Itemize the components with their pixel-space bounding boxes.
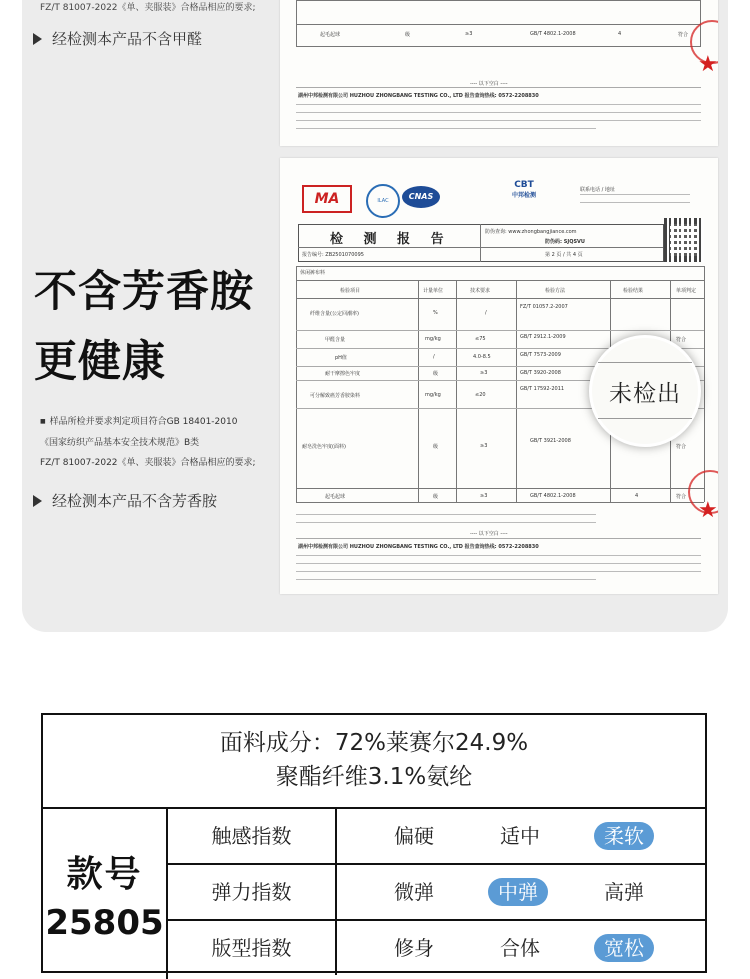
report-page: 第 2 页 / 共 4 页 — [545, 252, 583, 258]
row-wash-method: GB/T 3921-2008 — [530, 438, 571, 444]
row-formaldehyde-verdict: 符合 — [676, 337, 687, 343]
spec-option-selected: 柔软 — [594, 822, 654, 850]
spec-option: 高弹 — [604, 880, 644, 904]
bullet-triangle-icon — [33, 495, 42, 507]
red-star-icon: ★ — [698, 498, 718, 523]
spec-option: 微弹 — [394, 880, 434, 904]
not-detected-text: 未检出 — [609, 380, 681, 407]
sheet1-item: 起毛起球 — [320, 32, 341, 38]
report-title: 检 测 报 告 — [330, 232, 452, 247]
row-pilling-verdict: 符合 — [676, 494, 687, 500]
composition-line-2: 聚酯纤维3.1%氨纶 — [275, 764, 473, 790]
row-wash-unit: 级 — [433, 444, 439, 450]
cbt-logo-text: CBT — [514, 180, 534, 190]
spec-row-stretch — [168, 865, 705, 919]
standard-note-2: 《国家纺织产品基本安全技术规范》B类 — [40, 438, 200, 448]
cbt-logo-sub: 中邦检测 — [511, 192, 536, 199]
row-amine-item: 可分解致癌芳香胺染料 — [310, 393, 361, 399]
row-formaldehyde-unit: mg/kg — [425, 336, 441, 342]
amine-text: 经检测本产品不含芳香胺 — [52, 492, 218, 510]
ilac-mra-logo: ILAC — [366, 184, 400, 218]
row-pilling-unit: 级 — [433, 494, 439, 500]
row-pilling-req: ≥3 — [480, 493, 488, 499]
row-rub-req: ≥3 — [480, 370, 488, 376]
spec-row-touch — [168, 809, 705, 863]
sheet1-req: ≥3 — [465, 31, 473, 37]
spec-row-fit — [168, 921, 705, 975]
spec-row-label: 触感指数 — [168, 809, 337, 863]
row-amine-req: ≤20 — [475, 392, 486, 398]
cma-logo: MA — [302, 185, 352, 213]
spec-option: 合体 — [500, 936, 540, 960]
model-number-cell — [43, 809, 168, 979]
formaldehyde-bullet — [33, 28, 202, 49]
anti-fake-code: 防伪码: SJQSVU — [545, 239, 585, 245]
spec-option-selected: 宽松 — [594, 934, 654, 962]
spec-row-label: 弹力指数 — [168, 865, 337, 919]
col-result: 检验结果 — [623, 288, 644, 294]
row-rub-unit: 级 — [433, 371, 439, 377]
spec-option: 偏硬 — [394, 824, 434, 848]
qr-code-icon — [664, 218, 704, 262]
composition-line-1: 面料成分：72%莱赛尔24.9% — [219, 730, 529, 756]
col-verdict: 单项判定 — [676, 288, 697, 294]
row-wash-verdict: 符合 — [676, 444, 687, 450]
row-formaldehyde-req: ≤75 — [475, 336, 486, 342]
sheet1-unit: 级 — [405, 32, 411, 38]
sheet1-verdict: 符合 — [678, 32, 689, 38]
col-item: 检验项目 — [340, 288, 361, 294]
row-amine-unit: mg/kg — [425, 392, 441, 398]
amine-bullet — [33, 490, 217, 511]
fabric-spec-table — [41, 713, 707, 973]
row-wash-req: ≥3 — [480, 443, 488, 449]
model-label: 款号 — [66, 854, 143, 895]
cbt-logo — [504, 180, 544, 210]
sheet1-footer: ---- 以下空白 ---- — [470, 81, 508, 87]
spec-option: 适中 — [500, 824, 540, 848]
standard-note-top: FZ/T 81007-2022《单、夹服装》合格品相应的要求; — [40, 3, 256, 13]
composition-header — [43, 715, 705, 809]
test-report-sheet-1 — [280, 0, 718, 146]
red-star-icon: ★ — [698, 52, 718, 77]
row-ph-method: GB/T 7573-2009 — [520, 352, 561, 358]
sheet2-footer: ---- 以下空白 ---- — [470, 531, 508, 537]
row-pilling-method: GB/T 4802.1-2008 — [530, 493, 576, 499]
row-rub-item: 耐干摩擦色牢度 — [325, 371, 361, 377]
row-fiber-method: FZ/T 01057.2-2007 — [520, 304, 568, 310]
headline-no-amine: 不含芳香胺 — [34, 267, 254, 317]
formaldehyde-text: 经检测本产品不含甲醛 — [52, 30, 203, 48]
anti-fake-url: 防伪查询: www.zhongbangjiance.com — [485, 229, 577, 235]
sheet1-company: 湖州中邦检测有限公司 HUZHOU ZHONGBANG TESTING CO., LTD 报告查询热线: 0572-2208830 — [298, 93, 539, 99]
test-report-sheet-2: MA ILAC CNAS CBT 中邦检测 联系电话 / 地址 检 测 报 告 防伪查询: www.zhongbangjiance.com 防伪码: SJQSVU 报告编号: ZB2501070095 第 2 页 / 共 4 页 休闲裤布料 检验项目 计量单位 技术要求 检验方法 检验结果 单项判定 纤维含量(公定回潮率) % / FZ/T 01057.2-2007 甲醛含量 mg/kg ≤75 GB/T 2912.1-2009 pH值 / 4.0-8.5 GB/T 7573-2009 耐干摩擦色牢度 级 ≥3 GB/T 3920-2008 可分解致癌芳香胺染料 mg/kg ≤20 GB/T 17592-2011 耐皂洗色牢度(面料) 级 ≥3 GB/T 3921-2008 起毛起球 级 ≥3 GB/T 4802.1-2008 4 符合 符合 符合 ---- 以下空白 ---- 湖州中邦检测有限公司 HUZHOU ZHONGBANG TESTING CO., LTD 报告查询热线: 0572-2208830 ★ — [280, 158, 718, 594]
row-amine-method: GB/T 17592-2011 — [520, 386, 565, 392]
row-pilling-item: 起毛起球 — [325, 494, 346, 500]
standard-note-3: FZ/T 81007-2022《单、夹服装》合格品相应的要求; — [40, 458, 256, 468]
sheet1-method: GB/T 4802.1-2008 — [530, 31, 576, 37]
row-formaldehyde-item: 甲醛含量 — [325, 337, 346, 343]
report-category: 休闲裤布料 — [300, 270, 326, 276]
row-ph-item: pH值 — [335, 355, 347, 361]
row-rub-method: GB/T 3920-2008 — [520, 370, 561, 376]
col-unit: 计量单位 — [423, 288, 444, 294]
sheet1-result: 4 — [618, 31, 622, 37]
report-number: 报告编号: ZB2501070095 — [302, 252, 364, 258]
row-fiber-req: / — [485, 310, 487, 316]
col-method: 检验方法 — [545, 288, 566, 294]
sheet2-company: 湖州中邦检测有限公司 HUZHOU ZHONGBANG TESTING CO., LTD 报告查询热线: 0572-2208830 — [298, 544, 539, 550]
row-ph-req: 4.0-8.5 — [473, 354, 491, 360]
row-ph-unit: / — [433, 354, 435, 360]
spec-option-selected: 中弹 — [488, 878, 548, 906]
row-pilling-result: 4 — [635, 493, 639, 499]
bullet-triangle-icon — [33, 33, 42, 45]
standard-note-1: ■ 样品所检并要求判定项目符合GB 18401-2010 — [40, 414, 237, 427]
headline-healthier: 更健康 — [34, 337, 166, 387]
row-formaldehyde-method: GB/T 2912.1-2009 — [520, 334, 566, 340]
spec-option: 修身 — [394, 936, 434, 960]
row-fiber-unit: % — [433, 310, 438, 316]
spec-row-label: 版型指数 — [168, 921, 337, 975]
row-wash-item: 耐皂洗色牢度(面料) — [302, 444, 346, 450]
cnas-logo: CNAS — [402, 186, 440, 208]
col-req: 技术要求 — [470, 288, 491, 294]
not-detected-magnifier — [589, 335, 701, 447]
model-number: 25805 — [45, 903, 164, 943]
row-fiber-item: 纤维含量(公定回潮率) — [310, 311, 359, 317]
